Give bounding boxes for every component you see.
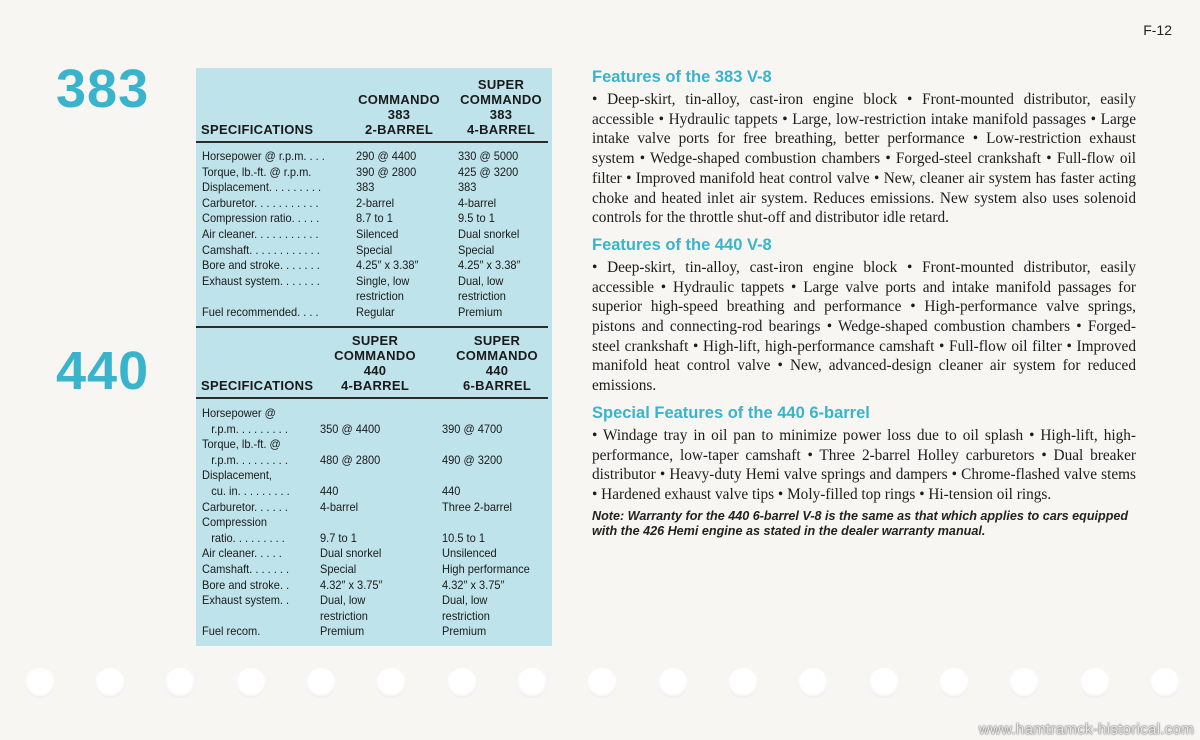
binder-hole: [869, 668, 899, 698]
spec-label: cu. in. . . . . . . . .: [202, 484, 290, 498]
spec-value: 390 @ 4700: [442, 421, 503, 436]
binder-hole: [25, 668, 55, 698]
spec-value: 4-barrel: [320, 499, 359, 514]
spec-label: Horsepower @ r.p.m. . . .: [202, 149, 325, 163]
spec-label: Air cleaner. . . . .: [202, 546, 282, 561]
specifications-label: SPECIFICATIONS: [201, 378, 314, 393]
feature-body: • Deep-skirt, tin-alloy, cast-iron engine block • Front-mounted distributor, easily accessible • Hydraulic tappets • Large, low-restriction intake manifold passages • Large intake valve ports for free breathing, better performance • Low-restriction exhaust system • Wedge-shaped combustion chambers • Forged-steel crankshaft • Full-flow oil filter • Improved manifold heat control valve • New, cleaner air system has faster acting choke and heated inlet air system. Reduces emissions. New system also uses solenoid controls for the throttle shut-off and distributor idle retard.: [592, 91, 1136, 227]
spec-label: Carburetor. . . . . .: [202, 499, 288, 514]
spec-label: Compression: [202, 515, 268, 530]
column-header-line: 383: [387, 107, 411, 122]
column-header-line: COMMANDO: [358, 92, 440, 107]
column-header-line: 4-BARREL: [340, 378, 410, 393]
binder-hole: [728, 668, 758, 698]
binder-hole: [1080, 668, 1110, 698]
spec-value: 390 @ 2800: [356, 164, 417, 179]
spec-label: Torque, lb.-ft. @ r.p.m.: [202, 164, 312, 179]
column-header-line: 440: [485, 363, 509, 378]
spec-value: restriction: [320, 608, 368, 623]
column-header-line: 383: [489, 107, 513, 122]
binder-hole: [658, 668, 688, 698]
spec-value: Dual, low: [458, 273, 504, 288]
binder-hole: [236, 668, 266, 698]
spec-label: Displacement,: [202, 468, 272, 483]
warranty-note: Note: Warranty for the 440 6-barrel V-8 is the same as that which applies to cars equipped with the 426 Hemi engine as stated in the dealer warranty manual.: [592, 508, 1129, 538]
spec-label: Carburetor. . . . . . . . . . .: [202, 195, 319, 210]
spec-value: 4-barrel: [458, 195, 497, 210]
spec-label: Displacement. . . . . . . . .: [202, 180, 322, 195]
spec-value: Dual, low: [320, 593, 366, 608]
spec-label: Bore and stroke. . . . . . .: [202, 258, 320, 273]
feature-section-383: [592, 66, 1136, 228]
spec-value: 4.25″ x 3.38″: [356, 258, 419, 273]
spec-value: Special: [458, 242, 495, 257]
spec-value: 440: [320, 484, 339, 498]
column-header-line: 6-BARREL: [462, 378, 532, 393]
engine-383-heading: 383: [56, 59, 150, 119]
column-header-line: COMMANDO: [460, 92, 542, 107]
spec-value: 4.32″ x 3.75″: [320, 577, 383, 592]
spec-label: r.p.m. . . . . . . . .: [202, 421, 288, 436]
spec-value: 4.25″ x 3.38″: [458, 258, 521, 273]
spec-value: Silenced: [356, 227, 399, 241]
feature-body: • Deep-skirt, tin-alloy, cast-iron engine block • Front-mounted distributor, easily accessible • Hydraulic tappets • Large valve ports and intake manifold passages for superior high-speed breathing and performance • High-performance valve springs, pistons and connecting-rod bearings • Wedge-shaped combustion chambers • Forged-steel crankshaft • High-lift, high-performance camshaft • Full-flow oil filter • Improved manifold heat control valve • New, advanced-design cleaner air system for reduced emissions.: [592, 258, 1136, 395]
table-rule: [196, 141, 548, 143]
column-header-line: 2-BARREL: [364, 122, 434, 137]
column-header-line: SUPER: [351, 333, 399, 348]
feature-title: Features of the 440 V-8: [592, 235, 772, 254]
binder-hole: [517, 668, 547, 698]
spec-value: 383: [458, 180, 477, 195]
spec-value: 440: [442, 484, 461, 498]
spec-value: 10.5 to 1: [442, 530, 485, 545]
column-header-line: COMMANDO: [334, 348, 416, 363]
engine-440-heading: 440: [56, 341, 150, 401]
specifications-label: SPECIFICATIONS: [201, 122, 314, 137]
spec-value: restriction: [356, 289, 404, 304]
spec-value: Dual, low: [442, 593, 488, 608]
spec-value: 9.5 to 1: [458, 211, 495, 226]
spec-value: 383: [356, 180, 375, 195]
spec-label: Horsepower @: [202, 406, 276, 420]
table-rule: [196, 326, 548, 328]
feature-section-440-6-barrel: [592, 402, 1136, 505]
spec-label: Bore and stroke. .: [202, 577, 290, 592]
spec-value: 330 @ 5000: [458, 149, 519, 163]
features-column: [592, 66, 1136, 539]
page-number: F-12: [1143, 22, 1172, 38]
spec-value: Premium: [442, 624, 487, 639]
spec-value: 490 @ 3200: [442, 452, 503, 467]
binder-hole: [1150, 668, 1180, 698]
spec-value: 9.7 to 1: [320, 530, 357, 545]
binder-hole: [447, 668, 477, 698]
spec-value: 2-barrel: [356, 195, 395, 210]
spec-value: 290 @ 4400: [356, 149, 417, 163]
binder-hole: [798, 668, 828, 698]
spec-value: 350 @ 4400: [320, 421, 381, 436]
spec-value: 8.7 to 1: [356, 211, 393, 226]
watermark: www.hamtramck-historical.com: [978, 721, 1194, 738]
spec-value: Premium: [458, 305, 503, 319]
feature-section-440: [592, 234, 1136, 396]
spec-label: Exhaust system. . . . . . .: [202, 273, 320, 288]
binder-hole: [165, 668, 195, 698]
spec-label: r.p.m. . . . . . . . .: [202, 452, 288, 467]
spec-label: Fuel recommended. . . .: [202, 305, 319, 319]
binder-hole: [376, 668, 406, 698]
spec-value: Dual snorkel: [458, 227, 520, 241]
column-header-line: SUPER: [477, 77, 525, 92]
spec-value: Special: [356, 242, 393, 257]
feature-title: Special Features of the 440 6-barrel: [592, 403, 870, 422]
feature-title: Features of the 383 V-8: [592, 68, 772, 86]
spec-value: Three 2-barrel: [442, 499, 512, 514]
spec-label: Exhaust system. .: [202, 593, 290, 608]
specifications-panel: [196, 68, 552, 646]
column-header-line: 440: [363, 363, 387, 378]
spec-value: restriction: [458, 289, 506, 304]
spec-label: ratio. . . . . . . . .: [202, 530, 285, 545]
spec-value: 425 @ 3200: [458, 164, 519, 179]
spec-value: Single, low: [356, 273, 410, 288]
spec-label: Torque, lb.-ft. @: [202, 437, 281, 452]
spec-label: Fuel recom.: [202, 624, 261, 639]
spec-value: restriction: [442, 608, 490, 623]
spec-label: Compression ratio. . . . .: [202, 211, 320, 226]
column-header-line: COMMANDO: [456, 348, 538, 363]
spec-value: Premium: [320, 624, 365, 639]
spec-value: 480 @ 2800: [320, 452, 381, 467]
binder-hole: [939, 668, 969, 698]
spec-value: 4.32″ x 3.75″: [442, 577, 505, 592]
binder-hole: [1009, 668, 1039, 698]
binder-hole: [587, 668, 617, 698]
feature-body: • Windage tray in oil pan to minimize power loss due to oil splash • High-lift, high-performance, low-taper camshaft • Three 2-barrel Holley carburetors • Dual breaker distributor • Heavy-duty Hemi valve springs and dampers • Chrome-flashed valve stems • Hardened exhaust valve tips • Moly-filled top rings • Hi-tension oil rings.: [592, 426, 1136, 503]
binder-hole: [95, 668, 125, 698]
table-rule: [196, 397, 548, 399]
spec-value: Special: [320, 562, 357, 576]
spec-value: High performance: [442, 562, 530, 576]
spec-value: Unsilenced: [442, 546, 497, 561]
spec-label: Camshaft. . . . . . . . . . . .: [202, 242, 320, 257]
column-header-line: 4-BARREL: [466, 122, 536, 137]
binder-hole: [306, 668, 336, 698]
column-header-line: SUPER: [473, 333, 521, 348]
spec-label: Air cleaner. . . . . . . . . . .: [202, 227, 319, 241]
spec-label: Camshaft. . . . . . .: [202, 562, 290, 576]
spec-value: Regular: [356, 305, 395, 319]
spec-value: Dual snorkel: [320, 546, 382, 561]
